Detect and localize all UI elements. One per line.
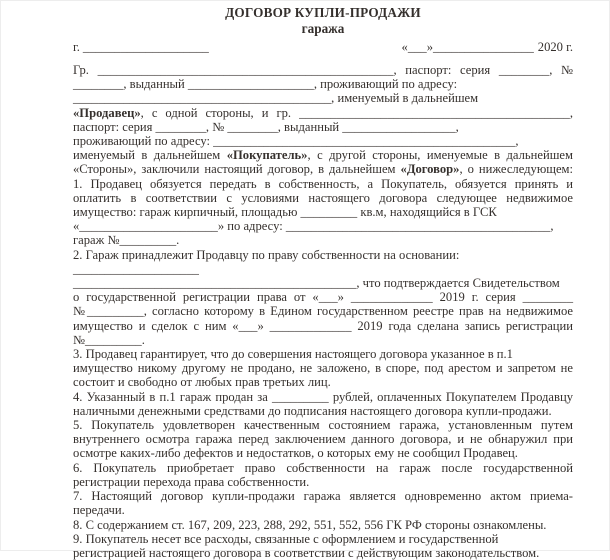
line-text: осмотре каких-либо дефектов и недостатков, о которых ему не сообщил Продавец. <box>73 446 518 461</box>
document-line <box>73 361 573 375</box>
city-label: г. <box>73 40 80 54</box>
line-text: ________, выданный ____________________, проживающий по адресу: <box>73 77 458 92</box>
document-line <box>73 489 573 503</box>
document-line <box>73 532 573 546</box>
line-text: , о нижеследующем: <box>459 162 574 177</box>
line-text: имущество: гараж кирпичный, площадью _________ кв.м, находящийся в ГСК <box>73 205 497 220</box>
line-text: паспорт: серия ________, № ________, выданный __________________, <box>73 119 459 134</box>
document-line <box>73 120 573 134</box>
line-text: регистрации перехода права собственности. <box>73 474 310 489</box>
defined-term: «Договор» <box>400 162 460 177</box>
line-text: 4. Указанный в п.1 гараж продан за _________ рублей, оплаченных Покупателем Продавцу <box>73 389 573 404</box>
document-title: ДОГОВОР КУПЛИ-ПРОДАЖИ <box>225 5 421 20</box>
line-text: , с другой стороны, именуемые в дальнейшем <box>307 148 573 163</box>
year-label: 2020 г. <box>537 40 573 54</box>
line-text: гараж №_________. <box>73 233 180 248</box>
document-line <box>73 63 573 77</box>
line-text: имущество никому другому не продано, не заложено, в споре, под арестом и запретом не <box>73 361 573 376</box>
document-line <box>73 276 573 290</box>
document-line <box>73 546 573 560</box>
line-text: 7. Настоящий договор купли-продажи гаража является одновременно актом приема- <box>73 489 573 504</box>
document-line <box>73 404 573 418</box>
line-text: 3. Продавец гарантирует, что до совершения настоящего договора указанное в п.1 <box>73 347 513 362</box>
document-line <box>73 347 573 361</box>
line-text: оплатить в соответствии с условиями настоящего договора следующее недвижимое <box>73 190 573 205</box>
document-line <box>73 177 573 191</box>
line-text: 2. Гараж принадлежит Продавцу по праву собственности на основании: ____________________ <box>73 247 460 276</box>
document-line <box>73 418 573 432</box>
month-blank-field: ________________ <box>433 40 534 54</box>
line-text: «______________________» по адресу: __________________________________________, <box>73 219 554 234</box>
document-subtitle: гаража <box>301 21 345 36</box>
document-line <box>73 219 573 233</box>
line-text: №_________, согласно которому в Едином государственном реестре прав на недвижимое <box>73 304 573 319</box>
document-line <box>73 319 573 333</box>
line-text: о государственной регистрации права от «___» _____________ 2019 г. серия ________ <box>73 290 573 305</box>
document-line <box>73 503 573 517</box>
line-text: 9. Покупатель несет все расходы, связанные с оформлением и государственной <box>73 531 499 546</box>
line-text: 6. Покупатель приобретает право собственности на гараж после государственной <box>73 460 573 475</box>
line-text: №_________. <box>73 332 145 347</box>
document-line <box>73 191 573 205</box>
document-line <box>73 333 573 347</box>
date-line <box>73 40 573 54</box>
document-line <box>73 304 573 318</box>
line-text: , с одной стороны, и гр. ___________________________________________, <box>140 105 573 120</box>
line-text: имущество и сделок с ним «___» _____________ 2019 года сделана запись регистрации <box>73 318 573 333</box>
line-text: 5. Покупатель удовлетворен качественным состоянием гаража, установленным путем <box>73 418 573 433</box>
line-text: _____________________________________________, что подтверждается Свидетельством <box>73 276 560 291</box>
line-text: состоит и свободно от любых прав третьих лиц. <box>73 375 331 390</box>
line-text: передачи. <box>73 503 125 518</box>
contract-content <box>73 0 573 560</box>
line-text: «Стороны», заключили настоящий договор, в дальнейшем <box>73 162 401 177</box>
line-text: 1. Продавец обязуется передать в собственность, а Покупатель, обязуется принять и <box>73 176 573 191</box>
defined-term: «Покупатель» <box>226 148 308 163</box>
document-line <box>73 134 573 148</box>
day-blank-field: «___» <box>401 40 434 54</box>
city-group <box>73 40 209 54</box>
document-line <box>73 233 573 247</box>
line-text: регистрацией настоящего договора в соответствии с действующим законодательством. <box>73 545 540 560</box>
line-text: внутреннего осмотра гаража перед заключением данного договора, и не обнаружил при <box>73 432 573 447</box>
line-text: именуемый в дальнейшем <box>73 148 227 163</box>
line-text: 8. С содержанием ст. 167, 209, 223, 288, 292, 551, 552, 556 ГК РФ стороны ознакомлены. <box>73 517 547 532</box>
defined-term: «Продавец» <box>73 105 141 120</box>
document-line <box>73 162 573 176</box>
document-line <box>73 290 573 304</box>
document-line <box>73 432 573 446</box>
document-body <box>73 63 573 560</box>
line-text: _________________________________________, именуемый в дальнейшем <box>73 91 479 106</box>
document-line <box>73 375 573 389</box>
document-line <box>73 475 573 489</box>
date-group <box>402 40 573 54</box>
document-line <box>73 205 573 219</box>
document-line <box>73 461 573 475</box>
document-line <box>73 518 573 532</box>
document-line <box>73 77 573 91</box>
line-text: проживающий по адресу: ________________________________________________, <box>73 134 519 149</box>
line-text: наличными денежными средствами до подписания настоящего договора купли-продажи. <box>73 403 552 418</box>
document-line <box>73 248 573 276</box>
document-line <box>73 91 573 105</box>
line-text: Гр. _______________________________________________, паспорт: серия ________, № <box>73 63 573 77</box>
document-line <box>73 446 573 460</box>
document-line <box>73 106 573 120</box>
document-line <box>73 148 573 162</box>
document-line <box>73 390 573 404</box>
city-blank-field: ____________________ <box>82 40 209 54</box>
